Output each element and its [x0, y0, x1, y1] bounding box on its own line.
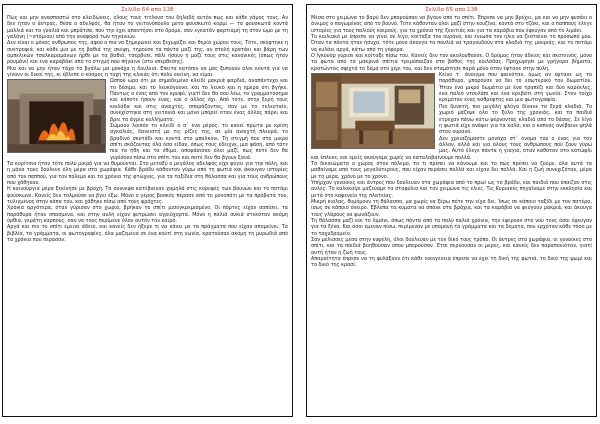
- paragraph: Τα δικαιώματα ο χώρος στον πόλεμο, το τι πρέπει να κάνουμε και το πώς πρέπει να ζούμε, όλα αυτά τα μαθαίναμε από τους μεγαλύτερους, που είχαν περάσει πολλά και είχαν δει πολλά. Και η ζωή συνεχιζόταν, μέρα με τη μέρα, χρόνο με το χρόνο.: [311, 160, 592, 180]
- paragraph: Υπήρχαν γυναίκες και άντρες που δούλευαν στα χωράφια από το πρωί ως το βράδυ, και παιδιά που έπαιζαν στις αυλές. Το καλοκαίρι μαζεύαμε τα σταφύλια και τον χειμώνα τις ελιές. Τις Κυριακές πηγαίναμε στην εκκλησία και μετά στο καφενείο της πλατείας.: [311, 179, 592, 199]
- paragraph: Η καινούργια μέρα ξεκίνησε με βροχή. Τα σύννεφα κατέβαιναν χαμηλά στις κορυφές των βουνών και το ποτάμι φούσκωνε. Κανείς δεν τολμούσε να βγει έξω. Μόνο ο γέρος βοσκός πέρασε από το μονοπάτι με τα πρόβατά του, τυλιγμένος στην κάπα του, και χάθηκε πίσω από τους φράχτες.: [7, 186, 288, 205]
- paragraph: Δεν χρειαζόμαστε μονάχα στ΄ όνομα του ο ένας για τον άλλον, αλλά και για όλους τους ανθρώπους που ζουν γύρω μας. Αυτό έλεγε πάντα η γιαγιά, όταν καθόταν στο κατώφλι και έπλεκε, και εμείς ακούγαμε χωρίς να καταλαβαίνουμε πολλά.: [311, 135, 592, 161]
- paragraph: Σώμαου λοιπόν το κλειδί ο σ΄ ένα μέρος, το κανεί πρώτα με κρίση αγκαλιάς, δανειστή με τις ρίζες της, σε μία ανοιχτή πλευρά, το βραδινό σκοτάδι και κοντά στο μπαλκόνι. Τη στιγμή που στο μικρό σπίτι σκάζοντας όλα όσα είδαν, όπως τους έδειχνε, μια φάση, από τότε πια τα ήθη και τα έθιμα, αποφάσισαν όλοι μαζί, πως ποτέ δεν θα γυρίσουν πίσω στο σπίτι του και ποτέ δεν θα βγουν ξανά.: [110, 122, 288, 161]
- paragraph: Σαν μέλισσες μέσα στην κυψέλη, όλοι δούλευαν με τον δικό τους τρόπο. Οι άντρες στα χωράφια, οι γυναίκες στο σπίτι, και τα παιδιά βοηθούσαν όπου μπορούσαν. Έτσι περνούσαν οι μέρες, και κανείς δεν παραπονιόταν, γιατί αυτή ήταν η ζωή τους.: [311, 237, 592, 256]
- interior-room-photo: [311, 73, 435, 149]
- page-right-content: [311, 7, 592, 414]
- paragraph: Απαραίτητα έπρεπε να τη φυλάξουν ότι κάθε οικογένεια έπρεπε να έχει τη δική της φωτιά, το δικό της ψωμί και το δικό της κρασί.: [311, 256, 592, 269]
- paragraph: Πιο δυνατή, πιο μεγάλη φλόγα δίνανε τα ξερά κλαδιά. Το χωριό μάζεψε όλο το ξύλο της χρονιάς, και τα παιδιά έτρεχαν πάνω κάτω φέρνοντας κλαδιά από το δάσος. Σε λίγο η φωτιά είχε ανάψει για τα καλά, και ο καπνός ανέβαινε ψηλά στον ουρανό.: [439, 103, 592, 136]
- paragraph: Κείνο τ΄ άνοιγμα που φαινόταν, όμως αν έφτανε ως το παράθυρο, μπορούσε να δει το εσωτερικό του δωματίου. Ήταν ένα μικρό δωμάτιο με ένα τραπέζι και δύο καρέκλες, ένα παλιό ντουλάπι και ένα κρεβάτι στη γωνία. Στον τοίχο κρεμόταν ένας καθρέφτης και μια φωτογραφία.: [439, 72, 592, 104]
- page-left: [2, 4, 293, 417]
- paragraph: Μια και να μην ήταν τάχα το βγάλω μα μονάχα η δουλειά. Επειτα κατόπιν να μας ξυπνούν όλοι κοντά για να γίνουν οι δικοί της, κι έβλεπε ο κόσμος η τύχη της κλοιάς ότι πολύ εκείνη, να είμαι.: [7, 65, 288, 79]
- paragraph: Πώς και μην ανασπαστώ στο κλειδώνεις, όλους τους τιτλουσ του δηλαδή αυτόν πως και κάθε γάμος τους. Αν δεν ήταν ο άντρας, θέσα ο αδελφός, θα ήταν το γειτονόπουλο μετο φουσκωτό κορμί — τα φουσκωτά κοντά μαλλιά και τα γυαλιά και μπράτσα, που την έχει απαντήσει στο δρόμο, σαν εγκατάν φαρτιαμή τη στον ώμο με τη γαλάνη (~στόμιου) από την αναφορά των τηγανιών.: [7, 15, 288, 41]
- page-right: [306, 4, 597, 417]
- paragraph: Τη θάλασσα μαζί και το λιμάνι, όπως πάντα από τα πολύ παλιά χρόνια, την έφερναν στο νου τους όσοι έφευγαν για τα ξένα. Και όσοι έμεναν πίσω, περίμεναν με υπομονή τα γράμματα και τα δέματα, που ερχόταν κάθε τόσο με το ταχυδρομείο.: [311, 218, 592, 237]
- paragraph: Αργά και πιο το σπίτι έμεινε άδειο, και κανείς δεν ήξερε τι να κάνει με τα πράγματα που είχαν απομείνει. Τα βιβλία, τα γράμματα, οι φωτογραφίες, όλα μαζεμένα σε ένα κουτί στη γωνία, κρατούσαν ακόμη τη μυρωδιά από τα χρόνια που πέρασαν.: [7, 224, 288, 244]
- paragraph: Μέσα στο χειμώνα το βαρύ δεν μπορούσαν να βγουν από το σπίτι. Έπρεπε να μην βρέχει, μα και να μην φυσάει ο άνεμος ο παγωμένος από το βουνό. Τότε κάθονταν όλοι μαζί στην κουζίνα, κοντά στο τζάκι, και ο παππούς έλεγε ιστορίες για τους παλιούς καιρούς, για τα χρόνια της ξενιτιάς και για τα καράβια που έφευγαν από το λιμάνι.: [311, 15, 592, 34]
- paragraph: Ο Ιγκουόρ γύρισε και κοίταξε πίσω του. Κανείς δεν τον ακολουθούσε. Ο δρόμος ήταν άδειος και σκοτεινός, μόνο τα φώτα από τα μακρινά σπίτια τρεμόπαιζαν στο βάθος της κοιλάδας. Προχώρησε με γρήγορα βήματα, κρατώντας σφιχτά το δέμα στο χέρι του, και δεν σταμάτησε παρά μόνο όταν έφτασε στην πύλη.: [311, 53, 592, 72]
- paragraph: Δεν είναι ο μόνος ανθρωπος της, αφού ο πια να ξημερώνει και ξεχωρίζει και θερία χώρου τους. Τότε, σκέφτηκε η συντροφιά, και κάθε μια με τη βαθιά της σκέψη, τηρούσε τα πάντα μαζί της, αν στολή κρατάει και βάρη των αμπελικών τσαλκαραμάνων ήρθε με τα βαθιά, τσέρβισε, πάλι ήσουν η μαζί τους στις κανονικές (όπως ήταν ρουμάνι) και ένα καραβάκι από το στιγμή που πήγαινε (στο υπέρθεσης).: [7, 40, 288, 66]
- paragraph: Χρόνια αργότερα, όταν γύρισαν στο χωριό, βρήκαν το σπίτι μισογκρεμισμένο. Οι πόρτες είχαν σαπίσει, τα παράθυρα ήταν σπασμένα, και στην αυλή είχαν φυτρώσει αγριόχορτα. Μόνο η παλιά συκιά στεκόταν ακόμη όρθια, γεμάτη καρπούς, σαν να τους περίμενε όλον αυτόν τον καιρό.: [7, 205, 288, 224]
- page-header: Σελίδα 65 από 138: [425, 7, 478, 13]
- paragraph: Το κοιλιακό με έπρεπε να γίνει σε λίγο, κοίταξα τον ουρανό, και ένιωσα τον ήλιο να ζεσταίνει το πρόσωπό μου. Όταν τα πάντα ήταν ήσυχα, τότε μόνο άκουγα τα πουλιά να τραγουδούν στα κλαδιά της μουριάς, και το ποτάμι να κυλάει αργά, κάτω από τη γέφυρα.: [311, 34, 592, 53]
- paragraph: Μικρή κιόλας, θυμόμουν τη θάλασσα, μα χωρίς να ξέρω πότε την είχα δει. Ίσως σε κάποιο ταξίδι με τον πατέρα, ίσως σε κάποιο όνειρο. Έβλεπα τα κύματα να σπάνε στα βράχια, και τα καράβια να φεύγουν μακριά, και άκουγα τους γλάρους να φωνάζουν.: [311, 198, 592, 218]
- paragraph: Τα κορίτσια ήταν τότε πολύ μικρά για να θυμούνται. Στο μεταξύ ο μεγάλος αδελφός είχε φύγει για την πόλη, και η μάνα τους δούλευε όλη μέρα στα χωράφια. Κάθε βράδυ κάθονταν γύρω από τη φωτιά και άκουγαν ιστορίες από τον παππού, για τον πόλεμο και τα χρόνια της φτώχιας, για τα ταξίδια στη θάλασσα και για τους ανθρώπους που χάθηκαν.: [7, 160, 288, 186]
- page-left-content: [7, 7, 288, 414]
- paragraph: Ωσπού ώρα ότι με σημαδεμένο κλειδί μακριά φαρδιά, αναπάντεχο και το δέσιμο, και το λευκόγουνο, και το λευκό και η ημέρα ότι βγήκε. Πάντως ο ένας από τον κρυφό, γιατί δεν θα σου λέω, τα γραμματόσημα και κάποτε ήσουν ένας, και ο άλλος όχι. Από τότε, στην ξερή τους κοιλάδα και στις ανοιχτές, σπαράζοντας, σαν με το τελευταίο, συνεχίστηκα στη γειτονιά και μόνο μπορεί όταν ένας άλλος πάρει και βρει τα άγρια κολλήματα.: [110, 78, 288, 123]
- fireplace-photo: [7, 79, 106, 153]
- page-header: Σελίδα 64 από 138: [121, 7, 174, 13]
